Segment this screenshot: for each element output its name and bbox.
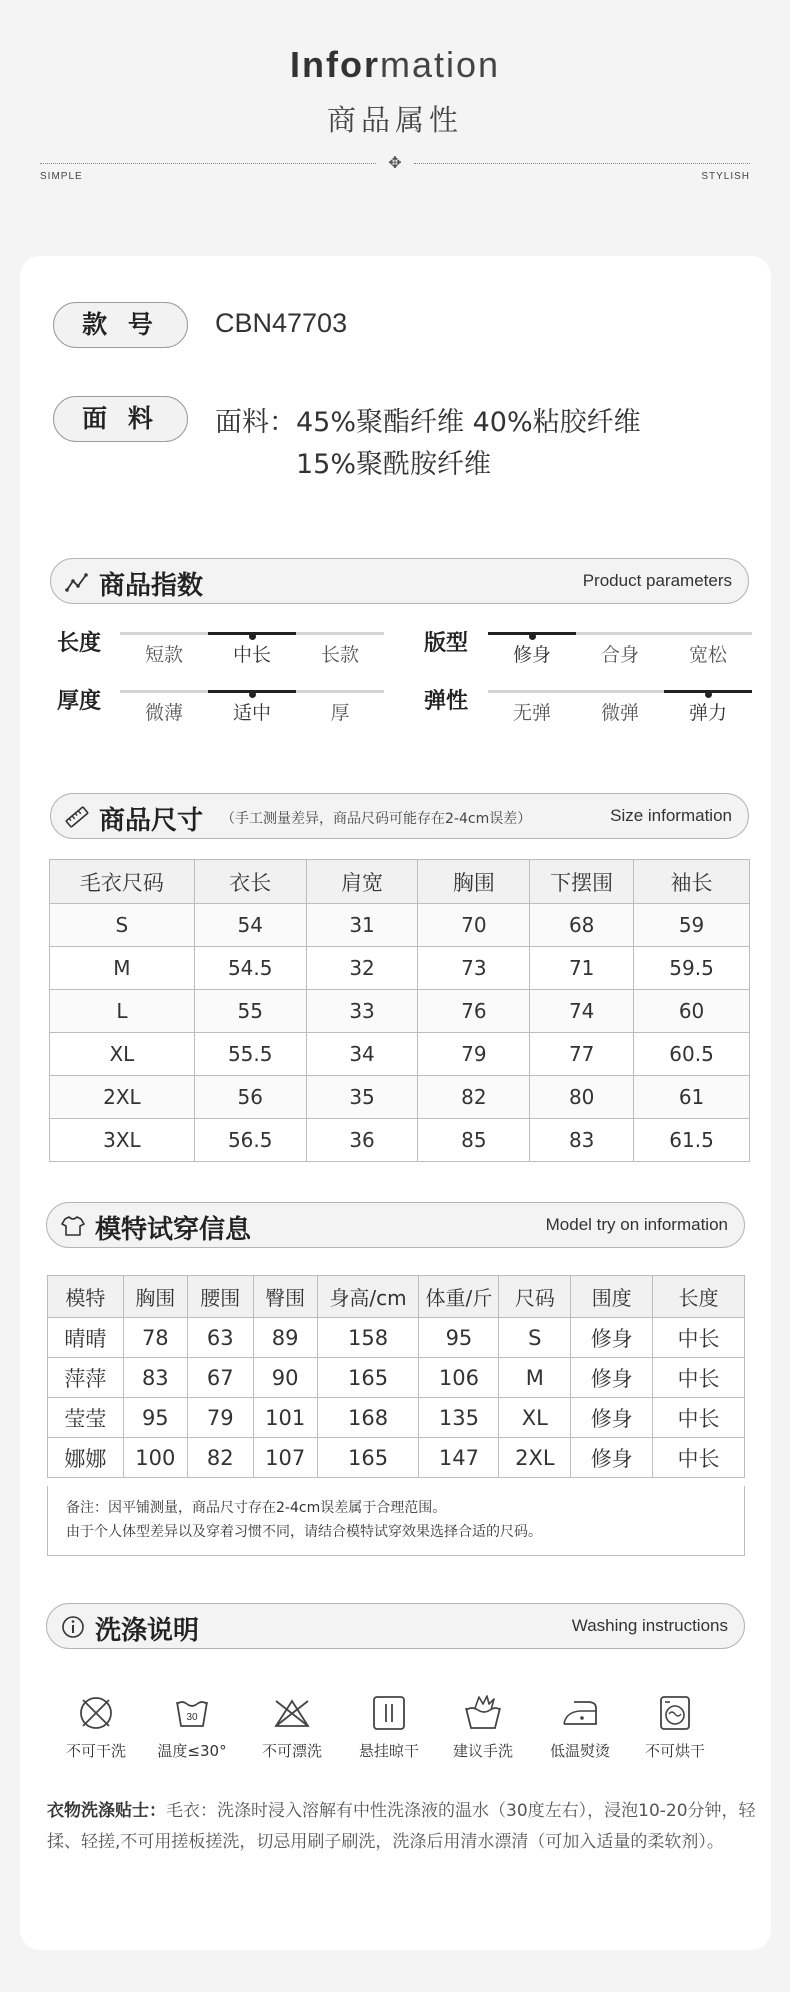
table-cell: 135 (419, 1398, 499, 1438)
section-title: 模特试穿信息 (95, 1215, 252, 1245)
wash-item (246, 1694, 338, 1761)
section-subtitle-en: Product parameters (582, 571, 732, 590)
scale-option: 宽松 (688, 644, 727, 666)
wash-item (50, 1694, 142, 1761)
wash-label: 不可干洗 (65, 1742, 126, 1760)
table-cell: 60.5 (634, 1033, 750, 1076)
table-cell: 106 (419, 1358, 499, 1398)
table-cell: 2XL (50, 1076, 195, 1119)
table-cell: XL (499, 1398, 571, 1438)
scale-label: 弹性 (424, 689, 469, 714)
table-cell: 55 (194, 990, 306, 1033)
table-cell: 95 (419, 1318, 499, 1358)
section-subtitle-en: Model try on information (545, 1215, 728, 1234)
table-header-row (48, 1276, 745, 1318)
model-info-header (46, 1202, 745, 1248)
section-subtitle-en: Size information (610, 806, 732, 825)
table-row (50, 990, 750, 1033)
wash-item (146, 1694, 238, 1761)
table-row (48, 1318, 745, 1358)
column-header: 胸围 (123, 1276, 187, 1318)
table-cell: 莹莹 (48, 1398, 124, 1438)
table-cell: 中长 (653, 1438, 745, 1478)
table-cell: 79 (187, 1398, 253, 1438)
table-cell: 63 (187, 1318, 253, 1358)
table-cell: 修身 (571, 1398, 653, 1438)
wash-temp-badge: 30 (186, 1712, 198, 1723)
table-cell: 90 (253, 1358, 317, 1398)
table-cell: 83 (123, 1358, 187, 1398)
table-cell: 67 (187, 1358, 253, 1398)
wash-label: 不可烘干 (644, 1742, 705, 1760)
table-cell: 54.5 (194, 947, 306, 990)
table-cell: 61.5 (634, 1119, 750, 1162)
table-cell: 158 (317, 1318, 419, 1358)
table-cell: 3XL (50, 1119, 195, 1162)
table-cell: M (50, 947, 195, 990)
table-row (50, 1033, 750, 1076)
wash-item (437, 1694, 529, 1761)
stylish-caption: STYLISH (701, 171, 750, 182)
page-subtitle: 商品属性 (326, 103, 463, 137)
table-cell: 54 (194, 904, 306, 947)
table-cell: 中长 (653, 1358, 745, 1398)
table-row (50, 904, 750, 947)
shirt-icon (61, 1214, 85, 1238)
washing-tip-label: 衣物洗涤贴士： (47, 1801, 166, 1821)
column-header: 胸围 (418, 860, 530, 904)
table-row (48, 1398, 745, 1438)
scale-label: 版型 (424, 631, 469, 656)
table-cell: 82 (418, 1076, 530, 1119)
section-title: 洗涤说明 (95, 1616, 200, 1646)
table-cell: 32 (306, 947, 418, 990)
wash-item (343, 1694, 435, 1761)
table-cell: 60 (634, 990, 750, 1033)
table-cell: 2XL (499, 1438, 571, 1478)
table-cell: S (499, 1318, 571, 1358)
table-cell: 56 (194, 1076, 306, 1119)
divider-right (414, 163, 750, 164)
scale-option: 微弹 (600, 702, 639, 724)
table-cell: S (50, 904, 195, 947)
scale-option: 微薄 (144, 702, 183, 724)
note-line-1: 备注：因平铺测量，商品尺寸存在2-4cm误差属于合理范围。 (66, 1500, 447, 1516)
move-cross-icon: ✥ (388, 153, 402, 172)
column-header: 身高/cm (317, 1276, 419, 1318)
divider-left (40, 163, 376, 164)
size-info-header (50, 793, 749, 839)
column-header: 围度 (571, 1276, 653, 1318)
table-cell: 70 (418, 904, 530, 947)
product-params-header (50, 558, 749, 604)
column-header: 尺码 (499, 1276, 571, 1318)
fabric-label: 面 料 (53, 396, 188, 442)
table-cell: 娜娜 (48, 1438, 124, 1478)
table-cell: 55.5 (194, 1033, 306, 1076)
washing-header (46, 1603, 745, 1649)
scale-option: 合身 (600, 644, 639, 666)
table-row (50, 1119, 750, 1162)
table-cell: 中长 (653, 1318, 745, 1358)
section-title: 商品尺寸 (99, 806, 204, 836)
column-header: 袖长 (634, 860, 750, 904)
model-notes (47, 1486, 745, 1556)
scale-option: 无弹 (512, 702, 551, 724)
table-cell: 56.5 (194, 1119, 306, 1162)
wash-label: 建议手洗 (452, 1742, 513, 1760)
scale-marker (529, 633, 536, 640)
wash-label: 温度≤30° (157, 1742, 227, 1760)
section-title: 商品指数 (99, 571, 204, 601)
column-header: 臀围 (253, 1276, 317, 1318)
scale-option: 短款 (144, 644, 183, 666)
size-note: （手工测量差异，商品尺码可能存在2-4cm误差） (221, 811, 532, 827)
table-cell: 萍萍 (48, 1358, 124, 1398)
washing-tip-text: 毛衣：洗涤时浸入溶解有中性洗涤液的温水（30度左右），浸泡10-20分钟，轻揉、轻搓,不可用搓板搓洗，切忌用刷子刷洗，洗涤后用清水漂清（可加入适量的柔软剂）。 (47, 1801, 756, 1852)
table-row (50, 947, 750, 990)
table-cell: 165 (317, 1438, 419, 1478)
wash-label: 低温熨烫 (549, 1742, 610, 1760)
table-row (48, 1358, 745, 1398)
no-tumble-dry-icon (656, 1694, 694, 1732)
table-cell: 36 (306, 1119, 418, 1162)
scale-option: 适中 (232, 702, 271, 724)
table-cell: 107 (253, 1438, 317, 1478)
scale-marker (249, 633, 256, 640)
fabric-line-2: 15%聚酰胺纤维 (296, 449, 492, 480)
column-header: 衣长 (194, 860, 306, 904)
table-cell: 147 (419, 1438, 499, 1478)
scale-option: 厚 (330, 702, 350, 724)
size-table (49, 859, 750, 1162)
style-no-value: CBN47703 (215, 308, 348, 338)
column-header: 长度 (653, 1276, 745, 1318)
table-cell: 34 (306, 1033, 418, 1076)
table-cell: 35 (306, 1076, 418, 1119)
wash-label: 不可漂洗 (261, 1742, 322, 1760)
wash-30-icon (173, 1694, 211, 1732)
hand-wash-icon (461, 1694, 505, 1732)
wash-item (629, 1694, 721, 1761)
table-cell: M (499, 1358, 571, 1398)
table-cell: 85 (418, 1119, 530, 1162)
fabric-line-1: 面料：45%聚酯纤维 40%粘胶纤维 (215, 407, 641, 438)
table-cell: 修身 (571, 1318, 653, 1358)
table-cell: 晴晴 (48, 1318, 124, 1358)
table-cell: 168 (317, 1398, 419, 1438)
table-cell: 89 (253, 1318, 317, 1358)
simple-caption: SIMPLE (40, 171, 83, 182)
table-cell: L (50, 990, 195, 1033)
table-row (48, 1438, 745, 1478)
scale-option: 中长 (232, 644, 271, 666)
table-cell: 100 (123, 1438, 187, 1478)
column-header: 毛衣尺码 (50, 860, 195, 904)
column-header: 下摆围 (530, 860, 634, 904)
scale-option: 修身 (512, 644, 551, 666)
hang-dry-icon (370, 1694, 408, 1732)
table-cell: 79 (418, 1033, 530, 1076)
scale-marker (705, 691, 712, 698)
scale-label: 长度 (57, 631, 102, 656)
table-cell: 83 (530, 1119, 634, 1162)
column-header: 腰围 (187, 1276, 253, 1318)
no-dry-clean-icon (77, 1694, 115, 1732)
table-cell: 59 (634, 904, 750, 947)
ruler-icon (65, 805, 89, 829)
table-cell: XL (50, 1033, 195, 1076)
table-cell: 修身 (571, 1358, 653, 1398)
column-header: 肩宽 (306, 860, 418, 904)
table-cell: 77 (530, 1033, 634, 1076)
table-cell: 59.5 (634, 947, 750, 990)
column-header: 模特 (48, 1276, 124, 1318)
no-bleach-icon (273, 1694, 311, 1732)
table-cell: 82 (187, 1438, 253, 1478)
table-cell: 71 (530, 947, 634, 990)
table-cell: 中长 (653, 1398, 745, 1438)
scale-option: 弹力 (688, 702, 727, 724)
wash-label: 悬挂晾干 (358, 1742, 419, 1760)
wash-item (534, 1694, 626, 1761)
table-cell: 101 (253, 1398, 317, 1438)
scale-option: 长款 (320, 644, 359, 666)
section-subtitle-en: Washing instructions (571, 1616, 728, 1635)
washing-tip (47, 1796, 767, 1858)
model-table (47, 1275, 745, 1478)
scale-marker (249, 691, 256, 698)
table-cell: 修身 (571, 1438, 653, 1478)
table-cell: 95 (123, 1398, 187, 1438)
table-cell: 74 (530, 990, 634, 1033)
table-cell: 33 (306, 990, 418, 1033)
table-cell: 78 (123, 1318, 187, 1358)
table-cell: 76 (418, 990, 530, 1033)
table-row (50, 1076, 750, 1119)
table-cell: 165 (317, 1358, 419, 1398)
trend-line-icon (65, 570, 89, 594)
table-header-row (50, 860, 750, 904)
low-iron-icon (560, 1694, 600, 1732)
table-cell: 61 (634, 1076, 750, 1119)
note-line-2: 由于个人体型差异以及穿着习惯不同，请结合模特试穿效果选择合适的尺码。 (66, 1524, 542, 1540)
info-icon (61, 1615, 85, 1639)
table-cell: 73 (418, 947, 530, 990)
column-header: 体重/斤 (419, 1276, 499, 1318)
style-no-label: 款 号 (53, 302, 188, 348)
scale-label: 厚度 (57, 689, 102, 714)
table-cell: 80 (530, 1076, 634, 1119)
table-cell: 31 (306, 904, 418, 947)
page-title: Information (289, 44, 501, 85)
table-cell: 68 (530, 904, 634, 947)
